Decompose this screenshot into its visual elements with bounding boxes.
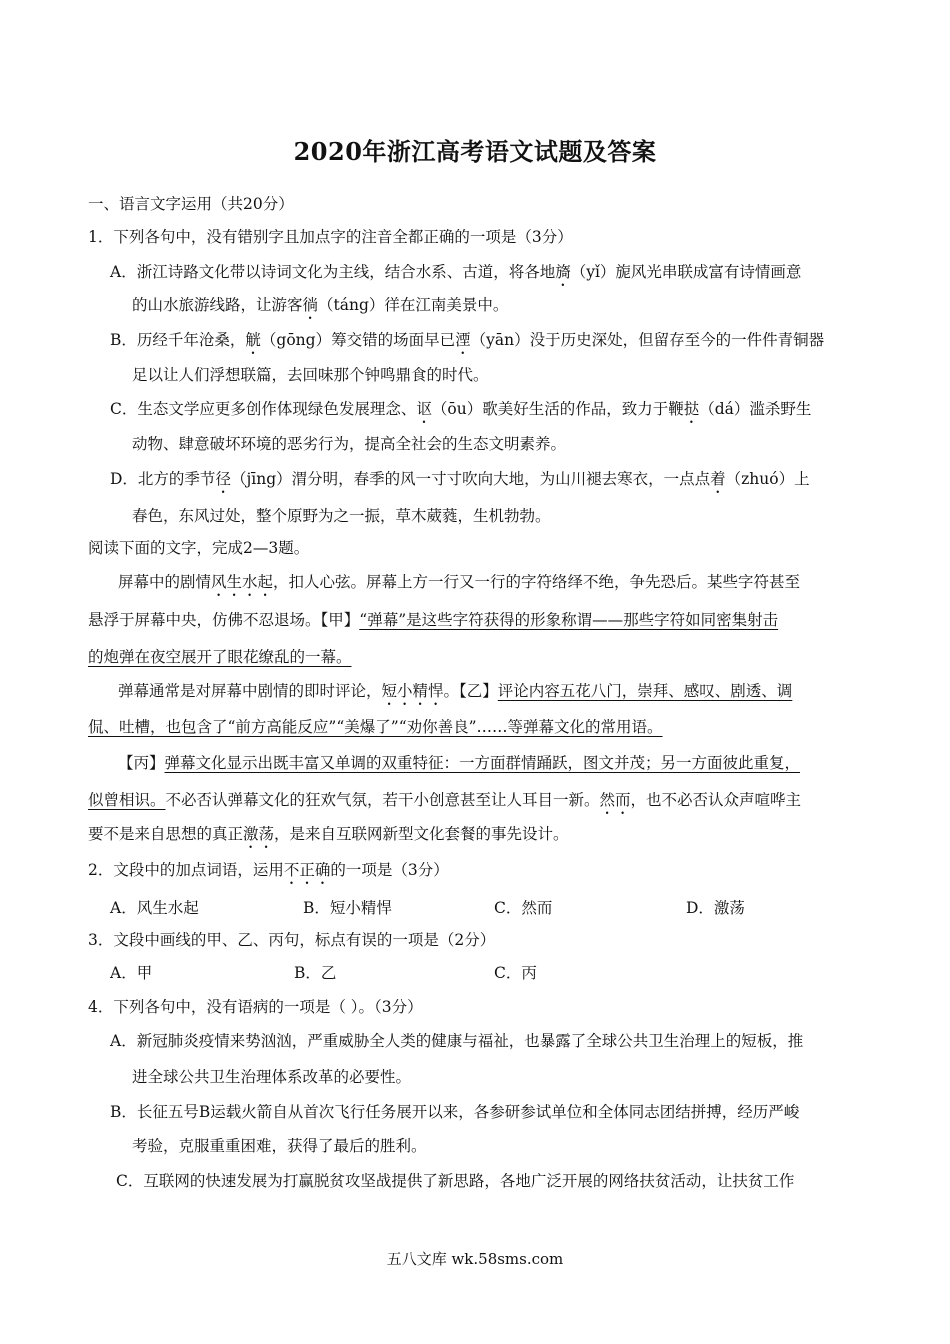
passage-dotted-term: 然而 bbox=[599, 791, 631, 809]
passage-text: ，也不必否认众声喧哗主 bbox=[630, 791, 802, 809]
q1-b-text: （yān）没于历史深处，但留存至今的一件件青铜器 bbox=[470, 331, 825, 349]
passage-text: 弹幕通常是对屏幕中剧情的即时评论， bbox=[118, 682, 382, 700]
passage-line bbox=[88, 716, 663, 738]
q3-option-a: A．甲 bbox=[110, 964, 153, 982]
passage-line bbox=[88, 646, 352, 668]
q2-option-c: C．然而 bbox=[494, 899, 553, 917]
q1-option-b-line2: 足以让人们浮想联篇，去回味那个钟鸣鼎食的时代。 bbox=[132, 366, 489, 384]
q2-stem-text: 2．文段中的加点词语，运用 bbox=[88, 861, 284, 879]
passage-text: 屏幕中的剧情 bbox=[118, 573, 212, 591]
passage-text: ，是来自互联网新型文化套餐的事先设计。 bbox=[274, 825, 569, 843]
passage-text: 【丙】 bbox=[118, 754, 165, 772]
q1-b-dotted: 湮 bbox=[455, 331, 471, 349]
passage-text: 不必否认弹幕文化的狂欢气氛，若干小创意甚至让人耳目一新。 bbox=[165, 791, 600, 809]
q2-option-a: A．风生水起 bbox=[110, 899, 199, 917]
q1-c-dotted: 挞 bbox=[683, 400, 700, 418]
q2-stem bbox=[88, 859, 449, 888]
passage-line bbox=[88, 823, 569, 852]
passage-text: 。【乙】 bbox=[443, 682, 498, 700]
q1-d-text: D．北方的季节 bbox=[110, 470, 216, 488]
q1-a-dotted: 旖 bbox=[555, 263, 571, 281]
q1-c-dotted: 讴 bbox=[416, 400, 432, 418]
page-title: 2020年浙江高考语文试题及答案 bbox=[293, 137, 657, 166]
q1-option-d-line1 bbox=[110, 468, 810, 497]
q2-stem-text: 的一项是（3分） bbox=[330, 861, 449, 879]
passage-line bbox=[118, 680, 792, 709]
passage-text: 要不是来自思想的真正 bbox=[88, 825, 244, 843]
passage-line bbox=[118, 752, 800, 774]
page-footer: 五八文库 wk.58sms.com bbox=[386, 1250, 564, 1268]
reading-intro: 阅读下面的文字，完成2—3题。 bbox=[88, 539, 310, 557]
q1-d-text: （jīng）渭分明，春季的风一寸寸吹向大地，为山川褪去寒衣，一点点 bbox=[230, 470, 711, 488]
passage-line bbox=[88, 789, 801, 818]
q1-a-text: （yǐ）旎风光串联成富有诗情画意 bbox=[570, 263, 802, 281]
q2-option-b: B．短小精悍 bbox=[303, 899, 392, 917]
q1-b-text: （gōng）筹交错的场面早已 bbox=[260, 331, 456, 349]
passage-underlined: 评论内容五花八门，崇拜、感叹、剧透、调 bbox=[497, 682, 793, 700]
q3-option-c: C．丙 bbox=[494, 964, 537, 982]
q1-option-b-line1 bbox=[110, 329, 824, 358]
passage-underlined: 弹幕文化显示出既丰富又单调的双重特征：一方面群情踊跃，图文并茂；另一方面彼此重复， bbox=[164, 754, 801, 772]
q3-option-b: B．乙 bbox=[294, 964, 337, 982]
passage-line bbox=[118, 571, 800, 600]
q1-b-text: B．历经千年沧桑， bbox=[110, 331, 246, 349]
q4-option-a-line1: A．新冠肺炎疫情来势汹汹，严重威胁全人类的健康与福祉，也暴露了全球公共卫生治理上的短板，推 bbox=[110, 1032, 804, 1050]
q4-stem: 4．下列各句中，没有语病的一项是（ ）。（3分） bbox=[88, 998, 423, 1016]
passage-text: ，扣人心弦。屏幕上方一行又一行的字符络绎不绝，争先恐后。某些字符甚至 bbox=[273, 573, 801, 591]
passage-underlined: “弹幕”是这些字符获得的形象称谓——那些字符如同密集射击 bbox=[359, 611, 779, 629]
passage-text: 悬浮于屏幕中央，仿佛不忍退场。【甲】 bbox=[88, 611, 360, 629]
passage-line bbox=[88, 609, 778, 631]
q4-option-b-line1: B．长征五号B运载火箭自从首次飞行任务展开以来，各参研参试单位和全体同志团结拼搏，经历严峻 bbox=[110, 1103, 800, 1121]
passage-underlined: 侃、吐槽，也包含了“前方高能反应”“美爆了”“劝你善良”……等弹幕文化的常用语。 bbox=[88, 718, 663, 736]
q1-option-d-line2: 春色，东风过处，整个原野为之一振，草木葳蕤，生机勃勃。 bbox=[132, 507, 551, 525]
q1-a-text: （táng）徉在江南美景中。 bbox=[318, 296, 509, 314]
passage-underlined: 似曾相识。 bbox=[88, 791, 166, 809]
q2-option-d: D．激荡 bbox=[686, 899, 745, 917]
q1-a-text: 的山水旅游线路，让游客 bbox=[132, 296, 303, 314]
q1-c-text: （ōu）歌美好生活的作品，致力于鞭 bbox=[431, 400, 684, 418]
passage-dotted-term: 风生水起 bbox=[211, 573, 274, 591]
q1-c-text: C．生态文学应更多创作体现绿色发展理念、 bbox=[110, 400, 417, 418]
q3-stem: 3．文段中画线的甲、乙、丙句，标点有误的一项是（2分） bbox=[88, 931, 496, 949]
q1-option-a-line1 bbox=[110, 261, 801, 290]
q1-b-dotted: 觥 bbox=[245, 331, 261, 349]
passage-underlined: 的炮弹在夜空展开了眼花缭乱的一幕。 bbox=[88, 648, 352, 666]
q1-a-dotted: 徜 bbox=[302, 296, 319, 314]
q4-option-b-line2: 考验，克服重重困难，获得了最后的胜利。 bbox=[132, 1137, 427, 1155]
q1-option-c-line1 bbox=[110, 398, 811, 427]
passage-dotted-term: 激荡 bbox=[243, 825, 275, 843]
section-heading: 一、语言文字运用（共20分） bbox=[88, 195, 294, 213]
q1-d-text: （zhuó）上 bbox=[725, 470, 810, 488]
q1-option-c-line2: 动物、肆意破坏环境的恶劣行为，提高全社会的生态文明素养。 bbox=[132, 435, 567, 453]
q1-stem: 1．下列各句中，没有错别字且加点字的注音全都正确的一项是（3分） bbox=[88, 228, 573, 246]
q1-c-text: （dá）滥杀野生 bbox=[699, 400, 812, 418]
passage-dotted-term: 短小精悍 bbox=[381, 682, 444, 700]
q1-option-a-line2 bbox=[132, 294, 508, 323]
q4-option-a-line2: 进全球公共卫生治理体系改革的必要性。 bbox=[132, 1068, 412, 1086]
q2-stem-dotted: 不正确 bbox=[283, 861, 331, 879]
q1-d-dotted: 着 bbox=[710, 470, 726, 488]
q4-option-c-line1: C．互联网的快速发展为打赢脱贫攻坚战提供了新思路，各地广泛开展的网络扶贫活动，让扶贫工作 bbox=[116, 1172, 795, 1190]
q1-d-dotted: 径 bbox=[215, 470, 231, 488]
q1-a-text: A．浙江诗路文化带以诗词文化为主线，结合水系、古道，将各地 bbox=[110, 263, 556, 281]
